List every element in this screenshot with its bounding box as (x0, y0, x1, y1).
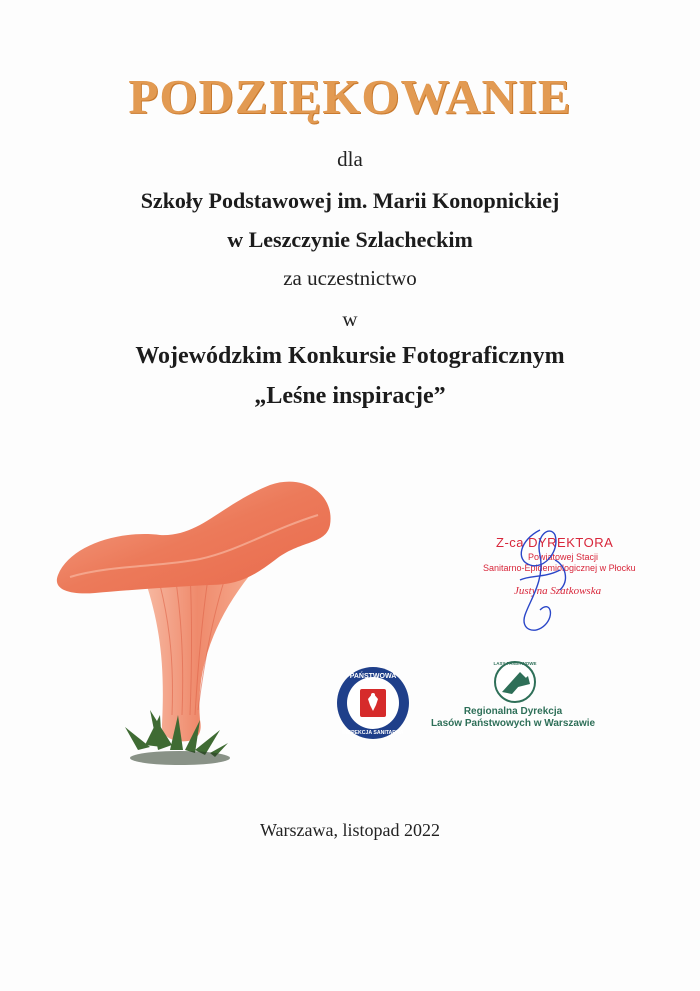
school-name-line2: w Leszczynie Szlacheckim (227, 227, 473, 252)
school-name-line1: Szkoły Podstawowej im. Marii Konopnickiej (140, 188, 560, 213)
sanitary-inspection-logo (335, 665, 411, 741)
stamp-institution-line2: Sanitarno-Epidemiologicznej w Płocku (483, 563, 636, 573)
logo-text-top: PAŃSTWOWA (349, 673, 397, 680)
lp-logo-text: LASY PAŃSTWOWE (493, 661, 537, 666)
state-forests-logo (490, 658, 540, 704)
stamp-signatory-name: Justyna Szatkowska (514, 585, 602, 597)
logo-text-bottom: INSPEKCJA SANITARNA (342, 730, 404, 736)
stamp-title: Z-ca DYREKTORA (496, 535, 614, 550)
handwritten-signature (500, 520, 590, 640)
participation-line: za uczestnictwo (283, 266, 417, 290)
regional-directorate-line1: Regionalna Dyrekcja (463, 706, 563, 717)
stamp-institution-line1: Powiatowej Stacji (528, 552, 599, 562)
certificate-title: PODZIĘKOWANIE (128, 69, 572, 124)
mushroom-illustration (50, 475, 340, 785)
for-line: dla (337, 147, 363, 171)
in-line: w (342, 307, 358, 331)
contest-theme: „Leśne inspiracje” (254, 383, 446, 409)
regional-directorate-line2: Lasów Państwowych w Warszawie (430, 718, 596, 729)
contest-name: Wojewódzkim Konkursie Fotograficznym (135, 343, 565, 369)
place-and-date: Warszawa, listopad 2022 (260, 820, 440, 840)
